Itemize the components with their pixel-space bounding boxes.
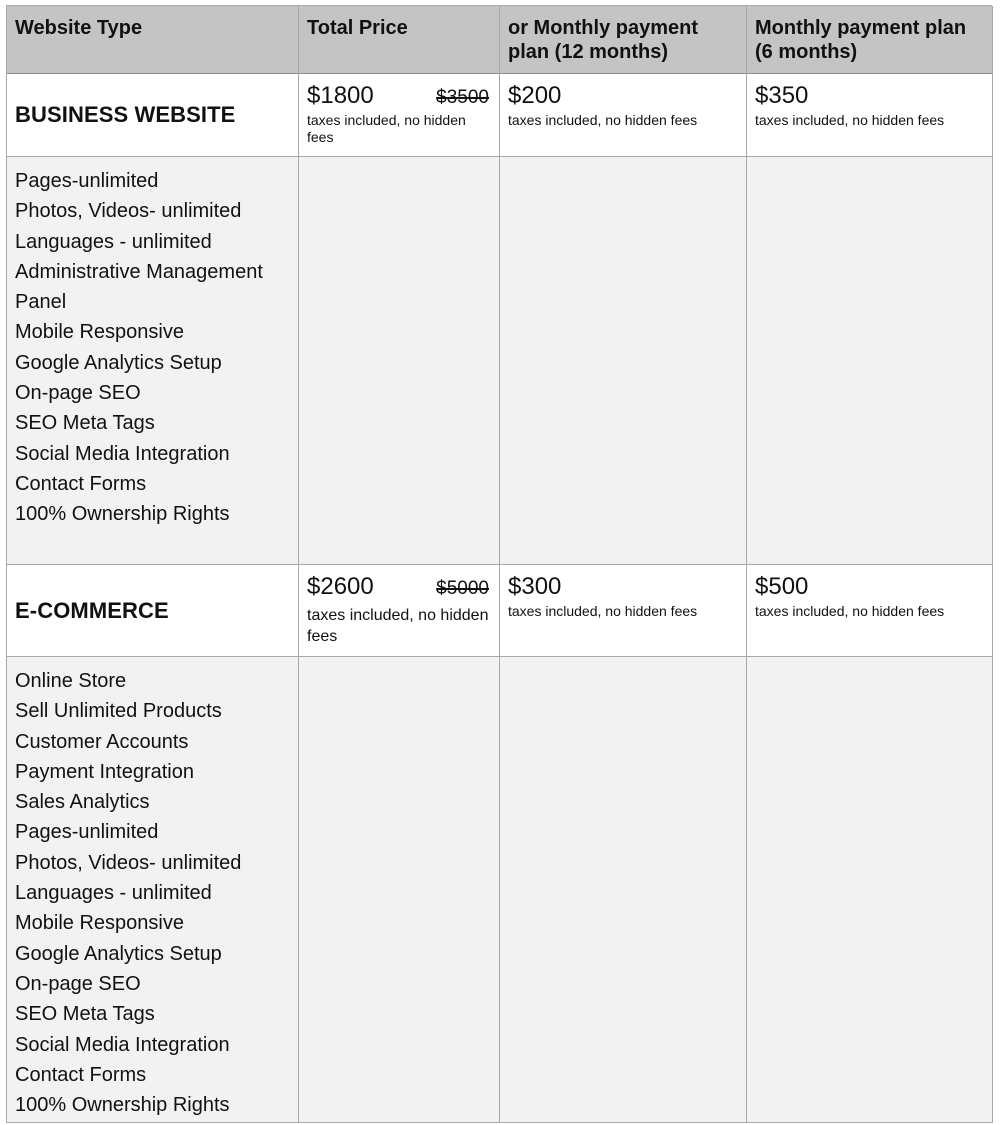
- monthly-6-cell-business: [747, 74, 993, 157]
- header-total-price: Total Price: [299, 6, 500, 74]
- feature-item: Google Analytics Setup: [15, 942, 222, 965]
- empty-cell: [299, 657, 500, 1123]
- price-note: taxes included, no hidden fees: [508, 603, 698, 619]
- empty-cell: [747, 657, 993, 1123]
- feature-item: Pages-unlimited: [15, 170, 159, 192]
- price-note: taxes included, no hidden fees: [508, 112, 698, 128]
- feature-item: Social Media Integration: [15, 1033, 230, 1056]
- feature-item: Photos, Videos- unlimited: [15, 200, 242, 223]
- header-monthly-12: or Monthly payment plan (12 months): [500, 6, 747, 74]
- feature-item: SEO Meta Tags: [15, 1003, 155, 1026]
- price-note: taxes included, no hidden fees: [755, 603, 945, 619]
- feature-list: [15, 157, 290, 530]
- feature-item: Payment Integration: [15, 760, 194, 783]
- total-price: $1800: [307, 82, 374, 109]
- price-note: taxes included, no hidden fees: [307, 112, 466, 145]
- header-monthly-6: Monthly payment plan (6 months): [747, 6, 993, 74]
- feature-item: Photos, Videos- unlimited: [15, 851, 242, 874]
- plan-name-ecommerce: E-COMMERCE: [7, 565, 299, 657]
- features-cell-ecommerce: [7, 657, 299, 1123]
- plan-name-business: BUSINESS WEBSITE: [7, 74, 299, 157]
- feature-item: Sell Unlimited Products: [15, 700, 222, 723]
- feature-item: Sales Analytics: [15, 791, 150, 814]
- feature-item: Social Media Integration: [15, 442, 230, 465]
- feature-item: Languages - unlimited: [15, 230, 212, 253]
- empty-cell: [747, 157, 993, 565]
- pricing-grid: [6, 5, 992, 1123]
- monthly-6-cell-ecommerce: [747, 565, 993, 657]
- feature-item: Mobile Responsive: [15, 321, 184, 344]
- price-note: taxes included, no hidden fees: [307, 607, 489, 645]
- header-website-type: Website Type: [7, 6, 299, 74]
- feature-item: 100% Ownership Rights: [15, 503, 230, 526]
- monthly-12-cell-ecommerce: [500, 565, 747, 657]
- feature-list: [15, 657, 290, 1120]
- monthly-12-price: $300: [508, 573, 562, 600]
- feature-item: Online Store: [15, 670, 127, 692]
- feature-item: Google Analytics Setup: [15, 351, 222, 374]
- old-price: $5000: [436, 578, 489, 599]
- monthly-6-price: $500: [755, 573, 809, 600]
- feature-item: Pages-unlimited: [15, 821, 159, 844]
- pricing-table: [6, 5, 992, 1123]
- feature-item: Contact Forms: [15, 1063, 147, 1086]
- old-price: $3500: [436, 87, 489, 108]
- monthly-12-price: $200: [508, 82, 562, 109]
- total-price-cell-business: [299, 74, 500, 157]
- monthly-12-cell-business: [500, 74, 747, 157]
- feature-item: 100% Ownership Rights: [15, 1094, 230, 1117]
- price-note: taxes included, no hidden fees: [755, 112, 945, 128]
- feature-item: Mobile Responsive: [15, 912, 184, 935]
- empty-cell: [299, 157, 500, 565]
- feature-item: On-page SEO: [15, 382, 141, 405]
- price-line: [307, 82, 491, 110]
- empty-cell: [500, 657, 747, 1123]
- empty-cell: [500, 157, 747, 565]
- feature-item: Languages - unlimited: [15, 882, 212, 905]
- feature-item: SEO Meta Tags: [15, 412, 155, 435]
- feature-item: Customer Accounts: [15, 730, 189, 753]
- total-price-cell-ecommerce: [299, 565, 500, 657]
- feature-item: Administrative Management Panel: [15, 260, 263, 314]
- feature-item: Contact Forms: [15, 472, 147, 495]
- feature-item: On-page SEO: [15, 972, 141, 995]
- price-line: [307, 573, 491, 601]
- features-cell-business: [7, 157, 299, 565]
- monthly-6-price: $350: [755, 82, 809, 109]
- total-price: $2600: [307, 573, 374, 600]
